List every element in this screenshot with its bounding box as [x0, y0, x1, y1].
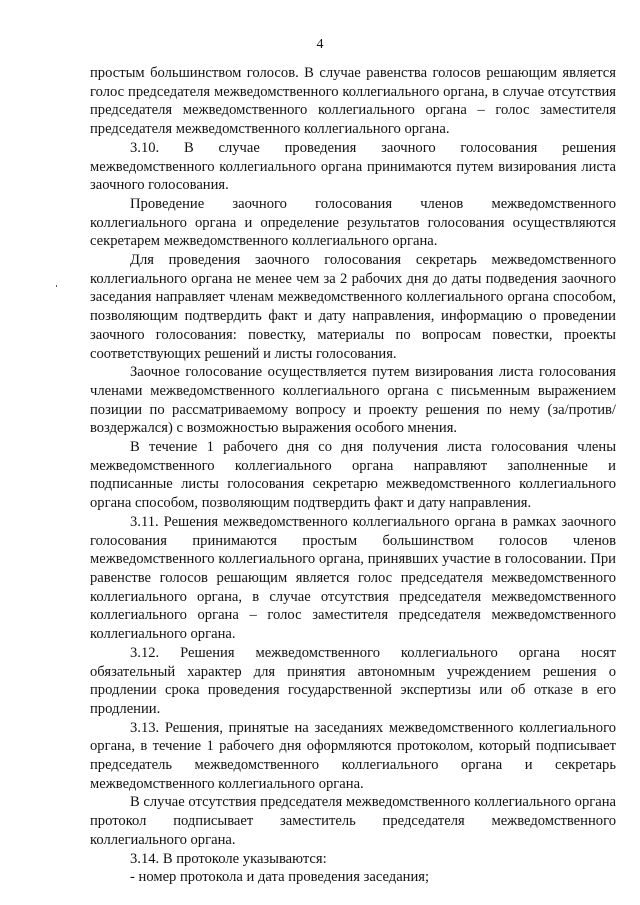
- paragraph: В течение 1 рабочего дня со дня получения листа голосования члены межведомственного коллегиального органа направляют заполненные и подписанные листы голосования секретарю межведомственного коллегиального органа способом, позволяющим подтвердить факт и дату направления.: [90, 439, 616, 512]
- paragraph-item-3-10: 3.10. В случае проведения заочного голосования решения межведомственного коллегиального органа принимаются путем визирования листа заочного голосования.: [90, 139, 616, 194]
- list-item-dash: - номер протокола и дата проведения заседания;: [130, 869, 430, 886]
- page-number: 4: [316, 37, 324, 52]
- paragraph-item-3-13: 3.13. Решения, принятые на заседаниях межведомственного коллегиального органа, в течение 1 рабочего дня оформляются протоколом, который подписывает председатель межведомственного коллегиального органа и секретарь межведомственного коллегиального органа.: [90, 719, 616, 792]
- paragraph-item-3-14: 3.14. В протоколе указываются:: [130, 850, 327, 867]
- paragraph: Проведение заочного голосования членов межведомственного коллегиального органа и определение результатов голосования осуществляются секретарем межведомственного коллегиального органа.: [90, 195, 616, 250]
- paragraph-item-3-11: 3.11. Решения межведомственного коллегиального органа в рамках заочного голосования принимаются простым большинством голосов членов межведомственного коллегиального органа, принявших участие в голосовании. При равенстве голосов решающим является голос председателя межведомственного коллегиального органа, в случае отсутствия председателя межведомственного коллегиального органа – голос заместителя председателя межведомственного коллегиального органа.: [90, 513, 616, 643]
- paragraph: Для проведения заочного голосования секретарь межведомственного коллегиального органа не менее чем за 2 рабочих дня до даты подведения заочного заседания направляет членам межведомственного коллегиального органа способом, позволяющим подтвердить факт и дату направления, информацию о проведении заочного голосования: повестку, материалы по вопросам повестки, проекты соответствующих решений и листы голосования.: [90, 252, 616, 362]
- paragraph: Заочное голосование осуществляется путем визирования листа голосования членами межведомственного коллегиального органа с письменным выражением позиции по рассматриваемому вопросу и проекту решения по нему (за/против/воздержался) с возможностью выражения особого мнения.: [90, 364, 616, 437]
- paragraph-item-3-12: 3.12. Решения межведомственного коллегиального органа носят обязательный характер для принятия автономным учреждением решения о продлении срока проведения государственной экспертизы или об отказе в его продлении.: [90, 644, 616, 717]
- paragraph-continuation: простым большинством голосов. В случае равенства голосов решающим является голос председателя межведомственного коллегиального органа, в случае отсутствия председателя межведомственного коллегиального органа – голос заместителя председателя межведомственного коллегиального органа.: [90, 65, 616, 138]
- document-body: [90, 64, 616, 887]
- margin-mark: [56, 285, 57, 287]
- paragraph: В случае отсутствия председателя межведомственного коллегиального органа протокол подписывает заместитель председателя межведомственного коллегиального органа.: [90, 794, 616, 848]
